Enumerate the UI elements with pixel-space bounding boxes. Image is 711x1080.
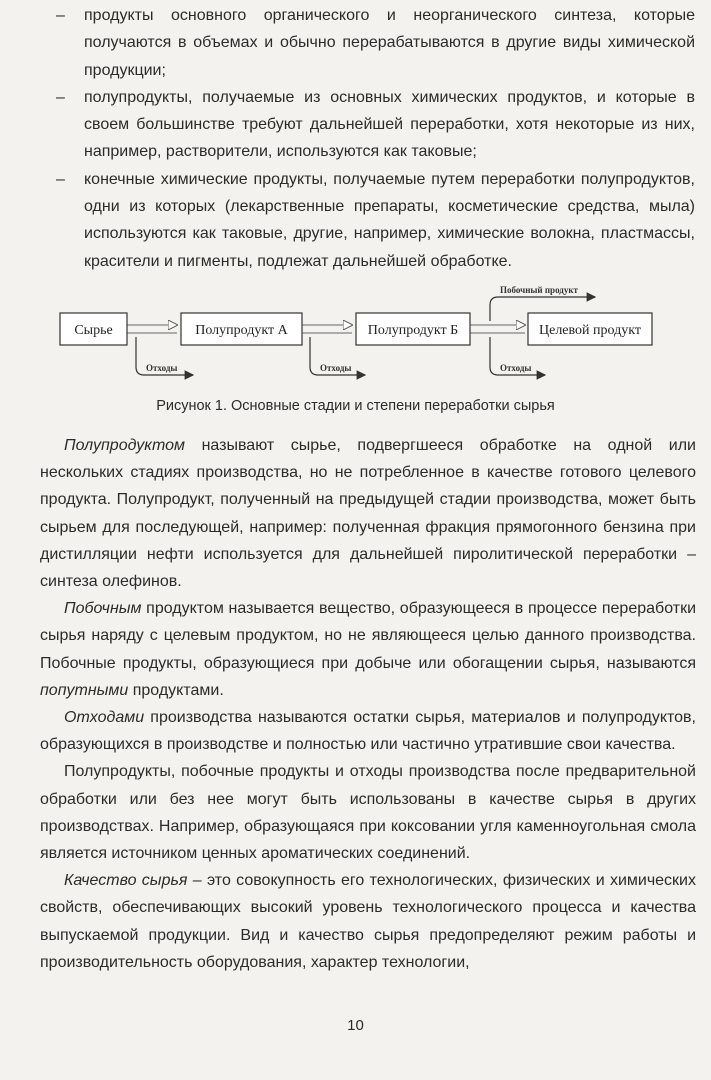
term-waste: Отходами xyxy=(64,709,145,727)
list-dash: – xyxy=(56,88,65,106)
list-item-text: полупродукты, получаемые из основных химических продуктов, и которые в своем большинстве требуют дальнейшей переработки, хотя некоторые из них, например, растворители, используются как таковые; xyxy=(84,88,695,161)
list-dash: – xyxy=(56,170,65,188)
stage-label: Сырье xyxy=(74,323,113,338)
stage-box-raw xyxy=(60,313,127,345)
waste-label: Отходы xyxy=(320,363,352,373)
term-associated: попутными xyxy=(40,681,129,699)
list-item xyxy=(40,84,695,166)
list-item-text: конечные химические продукты, получаемые путем переработки полупродуктов, одни из которых (лекарственные препараты, косметические средства, мылa) используются как таковые, другие, например, химические волокна, пластмассы, красители и пигменты, подлежат дальнейшей обработке. xyxy=(84,170,695,270)
stage-box-intermediate-b xyxy=(356,313,470,345)
byproduct-label: Побочный продукт xyxy=(500,285,578,295)
stage-label: Целевой продукт xyxy=(539,323,641,338)
list-dash: – xyxy=(56,7,65,24)
figure-caption: Рисунок 1. Основные стадии и степени переработки сырья xyxy=(156,398,555,414)
stage-box-intermediate-a xyxy=(181,313,302,345)
stage-label: Полупродукт Б xyxy=(367,323,459,338)
paragraph-byproduct: Побочным продуктом называется вещество, образующееся в процессе переработки сырья наряду с целевым продуктом, но не являющееся целью данного производства. Побочные продукты, образующиеся при добыче или обогащении сырья, называются попутными продуктами. xyxy=(40,600,696,699)
body-text xyxy=(40,432,696,976)
list-item xyxy=(40,166,695,275)
term-quality: Качество сырья xyxy=(64,872,188,890)
stage-box-target xyxy=(528,313,652,345)
processing-stages-figure xyxy=(0,275,711,385)
list-item-text: продукты основного органического и неорганического синтеза, которые получаются в объемах и обычно перерабатываются в другие виды химической продукции; xyxy=(84,7,695,79)
page-number: 10 xyxy=(347,1017,364,1034)
paragraph-quality: Качество сырья – это совокупность его технологических, физических и химических свойств, обеспечивающих высокий уровень технологического процесса и качества выпускаемой продукции. Вид и качество сырья предопределяют режим работы и производительность оборудования, характер технологии, xyxy=(40,872,696,971)
product-type-list xyxy=(40,2,695,275)
paragraph-intermediate: Полупродуктом называют сырье, подвергшееся обработке на одной или нескольких стадиях производства, но не потребленное в качестве готового целевого продукта. Полупродукт, полученный на предыдущей стадии производства, может быть сырьем для последующей, например: полученная фракция прямогонного бензина при дистилляции нефти используется для дальнейшей пиролитической переработки – синтеза олефинов. xyxy=(40,437,696,591)
term-byproduct: Побочным xyxy=(64,600,142,618)
term-intermediate: Полупродуктом xyxy=(64,437,185,454)
stage-label: Полупродукт А xyxy=(195,323,288,338)
list-item xyxy=(40,2,695,84)
paragraph-reuse: Полупродукты, побочные продукты и отходы производства после предварительной обработки или без нее могут быть использованы в качестве сырья в других производствах. Например, образующаяся при коксовании угля каменноугольная смола является источником ценных ароматических соединений. xyxy=(40,763,696,863)
paragraph-waste: Отходами производства называются остатки сырья, материалов и полупродуктов, образующихся в производстве и полностью или частично утратившие свои качества. xyxy=(40,709,696,754)
processing-flow-diagram xyxy=(0,275,711,385)
waste-label: Отходы xyxy=(500,363,532,373)
waste-label: Отходы xyxy=(146,363,178,373)
